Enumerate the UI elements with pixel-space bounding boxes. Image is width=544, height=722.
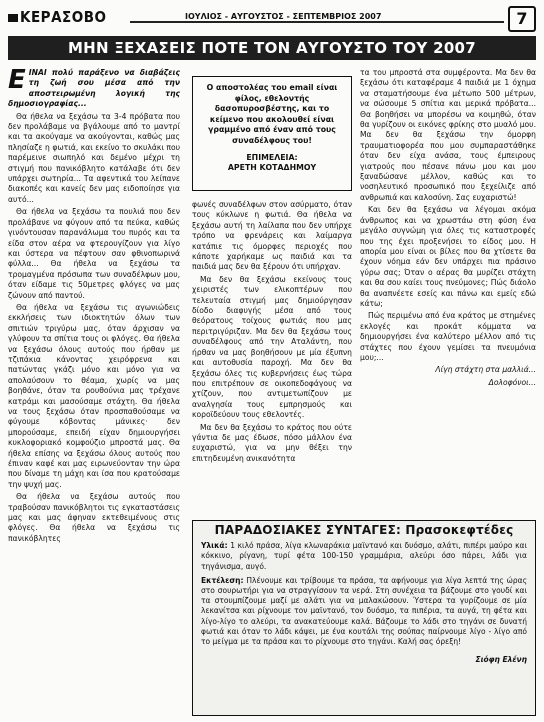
article-column-1 bbox=[8, 68, 180, 718]
lead-text: ΙΝΑΙ πολύ παράξενο να διαβάζεις τη ζωή σου μέσα από την αποστειρωμένη λογική της δημοσιογραφίας... bbox=[8, 68, 180, 109]
paragraph: Και δεν θα ξεχάσω να λέγομαι ακόμα άνθρωπος και να χρωστάω στη φύση ένα μεγάλο συγνώμη για όλες τις καταστροφές που της έχει προξενήσει το είδος μου. Η απορία μου είναι οι βίλες που θα χτίσετε θα έχουν νόημα εάν δεν υπάρχει πια πράσινο γύρω σας; Όταν ο αέρας θα μυρίζει στάχτη και θα σου καίει τους πνεύμονες; Πώς διάολο θα αναπνέετε εσείς και πάνω και εμείς εδώ κάτω; bbox=[360, 205, 536, 308]
drop-cap: Ε bbox=[8, 68, 26, 95]
editor-note-box bbox=[192, 76, 352, 191]
execution-label: Εκτέλεση: bbox=[201, 575, 244, 585]
editor-name: ΑΡΕΤΗ ΚΟΤΑΔΗΜΟΥ bbox=[227, 163, 317, 173]
editor-label: ΕΠΙΜΕΛΕΙΑ: bbox=[246, 152, 298, 162]
paragraph: Θα ήθελα να ξεχάσω τις αγωνιώδεις εκκλήσεις των ιδιοκτητών όλων των σπιτιών τριγύρω μας, όταν άρχισαν να γλύφουν τα σπίτια τους οι φλόγες. Θα ήθελα να ξεχάσω όλους αυτούς που ήρθαν με τζιπάκια κάνοντας χειρόφρενα και πατώντας γκάζι μόνο και μόνο για να απολαύσουν το θέαμα, χωρίς να μας βοηθάνε, όταν τα ρουθούνια μας τρέχανε κατράμι και μασούσαμε στάχτη. Θα ήθελα να τους ξεχάσω όταν προσπαθούσαμε να φύγουμε κόβοντας μάνικες· δεν μπορούσαμε, επειδή είχαν δημιουργήσει κυκλοφοριακό κομφούζιο μπροστά μας. Θα ήθελα επίσης να ξεχάσω όλους αυτούς που έπιναν καφέ και μας ειρωνεύονταν την ώρα που δίναμε τη μάχη και ίσα που κρατούσαμε την ψυχή μας. bbox=[8, 302, 180, 489]
paragraph: Μα δεν θα ξεχάσω το κράτος που ούτε γάντια δε μας έδωσε, πόσο μάλλον ένα ευχαριστώ, για να μην θέξει την επιτηδευμένη ανικανότητα bbox=[192, 422, 352, 463]
paragraph: Μα δεν θα ξεχάσω εκείνους τους χειριστές των ελικοπτέρων που τελευταία στιγμή μας δημιούργησαν δίοδο διαφυγής μέσα από τους θεόρατους τοίχους φωτιάς που μας περιτριγύριζαν. Μα δεν θα ξεχάσω τους συναδέλφους από την Αταλάντη, που ήρθαν να μας βοηθήσουν με μία έξυπνη και αυτοθυσία παροχή. Μα δεν θα ξεχάσω όλες τις κυβερνήσεις έως τώρα που επιτρέπουν σε οικοπεδοφάγους να χτίζουν, που αντιμετωπίζουν με αναλγησία τους εμπρησμούς και κοροϊδεύουν τους εθελοντές. bbox=[192, 274, 352, 420]
recipe-execution bbox=[201, 576, 527, 647]
article-column-3 bbox=[360, 68, 536, 506]
article-lead bbox=[8, 68, 180, 110]
article-column-2 bbox=[192, 200, 352, 512]
materials-text: 1 κιλό πράσα, λίγα κλωναράκια μαϊντανό και δυόσμο, αλάτι, πιπέρι μαύρο και κόκκινο, ρίγανη, τυρί φέτα 100-150 γραμμάρια, αλεύρι όσο πάρει, λάδι για τηγάνισμα, αυγό. bbox=[201, 541, 528, 571]
materials-label: Υλικά: bbox=[201, 541, 228, 551]
execution-text: Πλένουμε και τρίβουμε τα πράσα, τα αφήνουμε για λίγα λεπτά της ώρας στο σουρωτήρι για να στραγγίσουν τα νερά. Στη συνέχεια τα βάζουμε στο γουδί και τα στουμπίζουμε μαζί με αλάτι για να μαλακώσουν. Ύστερα τα γυρίζουμε σε μία λεκανίτσα και ρίχνουμε τον μαϊντανό, τον δυόσμο, τα πιπέρια, τα αυγά, τη φέτα και λίγο-λίγο το αλεύρι, τα ανακατεύουμε καλά. Βάζουμε το λάδι στο τηγάνι σε δυνατή φωτιά και όταν το λάδι κάψει, με ένα κουτάλι της σούπας παίρνουμε λίγο - λίγο από το μείγμα με τα πράσα και το ρίχνουμε στο τηγάνι. Καλή σας όρεξη! bbox=[201, 575, 528, 647]
recipe-author: Σιόφη Ελένη bbox=[475, 655, 527, 665]
issue-date: ΙΟΥΛΙΟΣ - ΑΥΓΟΥΣΤΟΣ - ΣΕΠΤΕΜΒΡΙΟΣ 2007 bbox=[185, 12, 382, 21]
header-rule bbox=[130, 21, 504, 23]
page-number: 7 bbox=[508, 6, 536, 32]
paragraph: Θα ήθελα να ξεχάσω αυτούς που τραβούσαν πανικόβλητοι τις εγκαταστάσεις μας και μας άφηναν εκτεθειμένους στις φλόγες. Θα ήθελα να ξεχάσω τις πανικόβλητες bbox=[8, 492, 180, 543]
paragraph: φωνές συναδέλφων στον ασύρματο, όταν τους κύκλωνε η φωτιά. Θα ήθελα να ξεχάσω αυτή τη λαίλαπα που δεν υπήρχε τρόπο να φρενάρεις και λαίμαργα κατάπιε τις όμορφες περιοχές που κάποτε χαρήκαμε ως παιδιά και τα παιδιά μας δεν θα ξέρουν ότι υπήρχαν. bbox=[192, 200, 352, 272]
closing-line: Λίγη στάχτη στα μαλλιά... bbox=[435, 365, 536, 375]
paragraph: Θα ήθελα να ξεχάσω τα 3-4 πρόβατα που δεν προλάβαμε να βγάλουμε από το μαντρί και τα ακούγαμε να ακούγονται, καθώς μας πλησίαζε η φωτιά, και εκείνο το σκυλάκι που παρέμεινε σιωπηλό και δεμένο μέχρι τη στιγμή που πανικόβλητο κατάλαβε ότι δεν υπάρχει σωτηρία... Τα αφεντικά του λείπανε διακοπές και κανείς δεν μας ειδοποίησε για αυτό... bbox=[8, 111, 180, 204]
closing-line: Δολοφόνοι... bbox=[488, 377, 536, 387]
paragraph: Πώς περιμένω από ένα κράτος με στημένες εκλογές και προκάτ κόμματα να δημιουργήσει ένα καλύτερο μέλλον από τις στάχτες που έχουν γεμίσει τα πνευμόνια μου;... bbox=[360, 311, 536, 362]
paragraph: τα του μπροστά στα συμφέροντα. Μα δεν θα ξεχάσω ότι καταφέραμε 4 παιδιά με 1 όχημα να σταματήσουμε ένα μέτωπο 500 μέτρων, να σώσουμε 5 σπίτια και μερικά πρόβατα... Θα βοηθήσει να μπορέσω να κοιμηθώ, όταν θα γυρίζουν οι εικόνες φρίκης στο μυαλό μου. Μα δεν θα ξεχάσω την όμορφη τραυματιοφορέα που μου συμπαραστάθηκε όταν δεν είχα ανάσα, τους έμπειρους γιατρούς που πέσανε πάνω μου και μου ξαναδώσανε μέλλον, καθώς και το νοσηλευτικό προσωπικό που ξεχείλιζε από ανθρωπιά και καλοσύνη. Σας ευχαριστώ! bbox=[360, 68, 536, 202]
recipe-title: ΠΑΡΑΔΟΣΙΑΚΕΣ ΣΥΝΤΑΓΕΣ: Πρασοκεφτέδες bbox=[214, 523, 514, 537]
editor-note-text: Ο αποστολέας του email είναι φίλος, εθελοντής δασοπυροσβέστης, και το κείμενο που ακολουθεί είναι γραμμένο από έναν από τους συναδέλφους του! bbox=[206, 83, 338, 145]
paragraph: Θα ήθελα να ξεχάσω τα πουλιά που δεν προλάβανε να φύγουν από τα πεύκα, καθώς γινόντουσαν παρανάλωμα του πυρός και τα είδα στον αέρα να φτερουγίζουν για λίγο και ύστερα να πέφτουν σαν φθινοπωρινά φύλλα... Θα ήθελα να ξεχάσω τα τρομαγμένα πρόσωπα των συναδέλφων μου, όταν είδαμε τις 50μετρες φλόγες να μας ζώνουν από παντού. bbox=[8, 207, 180, 300]
recipe-materials bbox=[201, 541, 527, 572]
recipe-box bbox=[192, 520, 536, 716]
masthead: ΚΕΡΑΣΟΒΟ bbox=[8, 8, 106, 26]
article-title: ΜΗΝ ΞΕΧΑΣΕΙΣ ΠΟΤΕ ΤΟΝ ΑΥΓΟΥΣΤΟ ΤΟΥ 2007 bbox=[8, 36, 536, 60]
